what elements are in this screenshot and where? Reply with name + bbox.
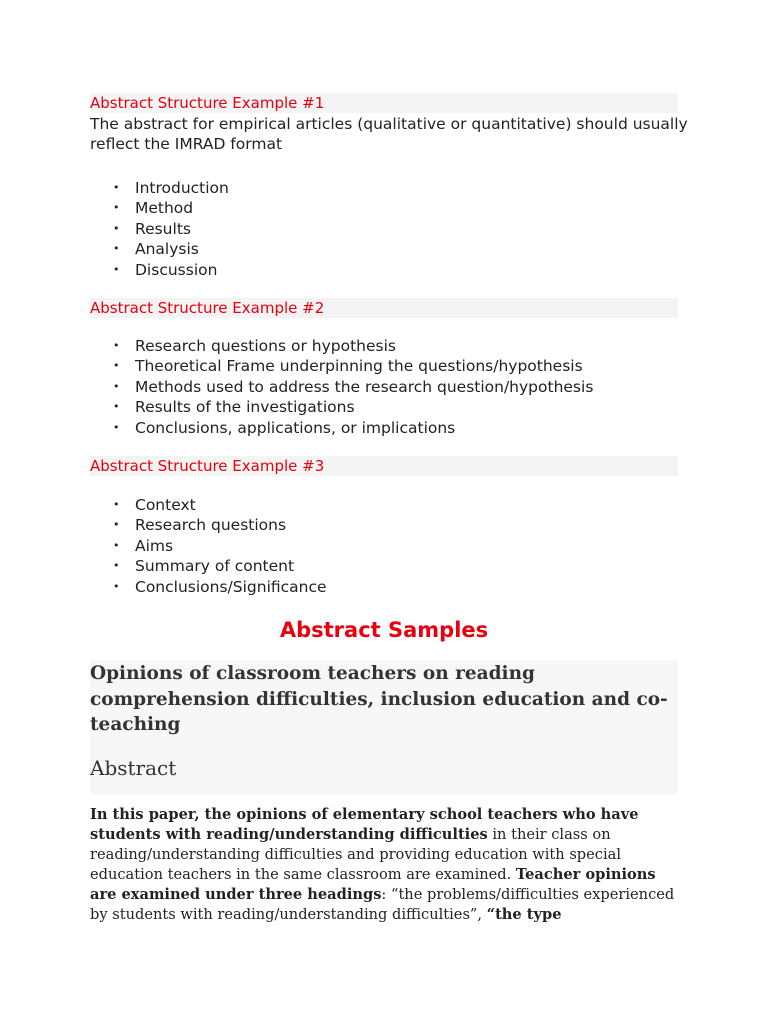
article-title: Opinions of classroom teachers on reading comprehension difficulties, inclusion education and co-teaching [90, 663, 668, 735]
section-heading-example-2: Abstract Structure Example #2 [90, 298, 678, 318]
abstract-text-continued: : “the problems/difficulties experienced by students with reading/understanding difficulties”, [90, 886, 675, 923]
list-item: • Results of the investigations [90, 397, 593, 417]
abstract-text: in their class on reading/understanding difficulties and providing education with special education teachers in the same classroom are examined. [90, 826, 621, 883]
list-item: • Context [90, 495, 327, 515]
list-item: • Introduction [90, 178, 229, 198]
abstract-bold-tail: “the type [486, 906, 562, 923]
abstract-body [90, 805, 680, 925]
list-item: • Results [90, 219, 229, 239]
list-item: • Aims [90, 536, 327, 556]
list-item: • Methods used to address the research question/hypothesis [90, 377, 593, 397]
list-item: • Theoretical Frame underpinning the questions/hypothesis [90, 356, 593, 376]
list-item: • Summary of content [90, 556, 327, 576]
list-item: • Conclusions, applications, or implications [90, 418, 593, 438]
samples-title: Abstract Samples [279, 618, 489, 642]
abstract-bold-lead: In this paper, the opinions of elementary school teachers who have students with reading/understanding difficulties [90, 806, 639, 843]
imrad-list [90, 178, 229, 280]
list-item: • Conclusions/Significance [90, 577, 327, 597]
list-item: • Research questions [90, 515, 327, 535]
list-item: • Method [90, 198, 229, 218]
list-item: • Analysis [90, 239, 229, 259]
section-heading-example-3: Abstract Structure Example #3 [90, 456, 678, 476]
abstract-bold-phrase: Teacher opinions are examined under three headings [90, 866, 656, 903]
list-item: • Discussion [90, 260, 229, 280]
abstract-heading: Abstract [90, 756, 177, 780]
list-item: • Research questions or hypothesis [90, 336, 593, 356]
structure-list-2 [90, 336, 593, 438]
section-heading-example-1: Abstract Structure Example #1 [90, 93, 678, 113]
imrad-intro-text: The abstract for empirical articles (qualitative or quantitative) should usually reflect the IMRAD format [90, 115, 688, 153]
structure-list-3 [90, 495, 327, 597]
